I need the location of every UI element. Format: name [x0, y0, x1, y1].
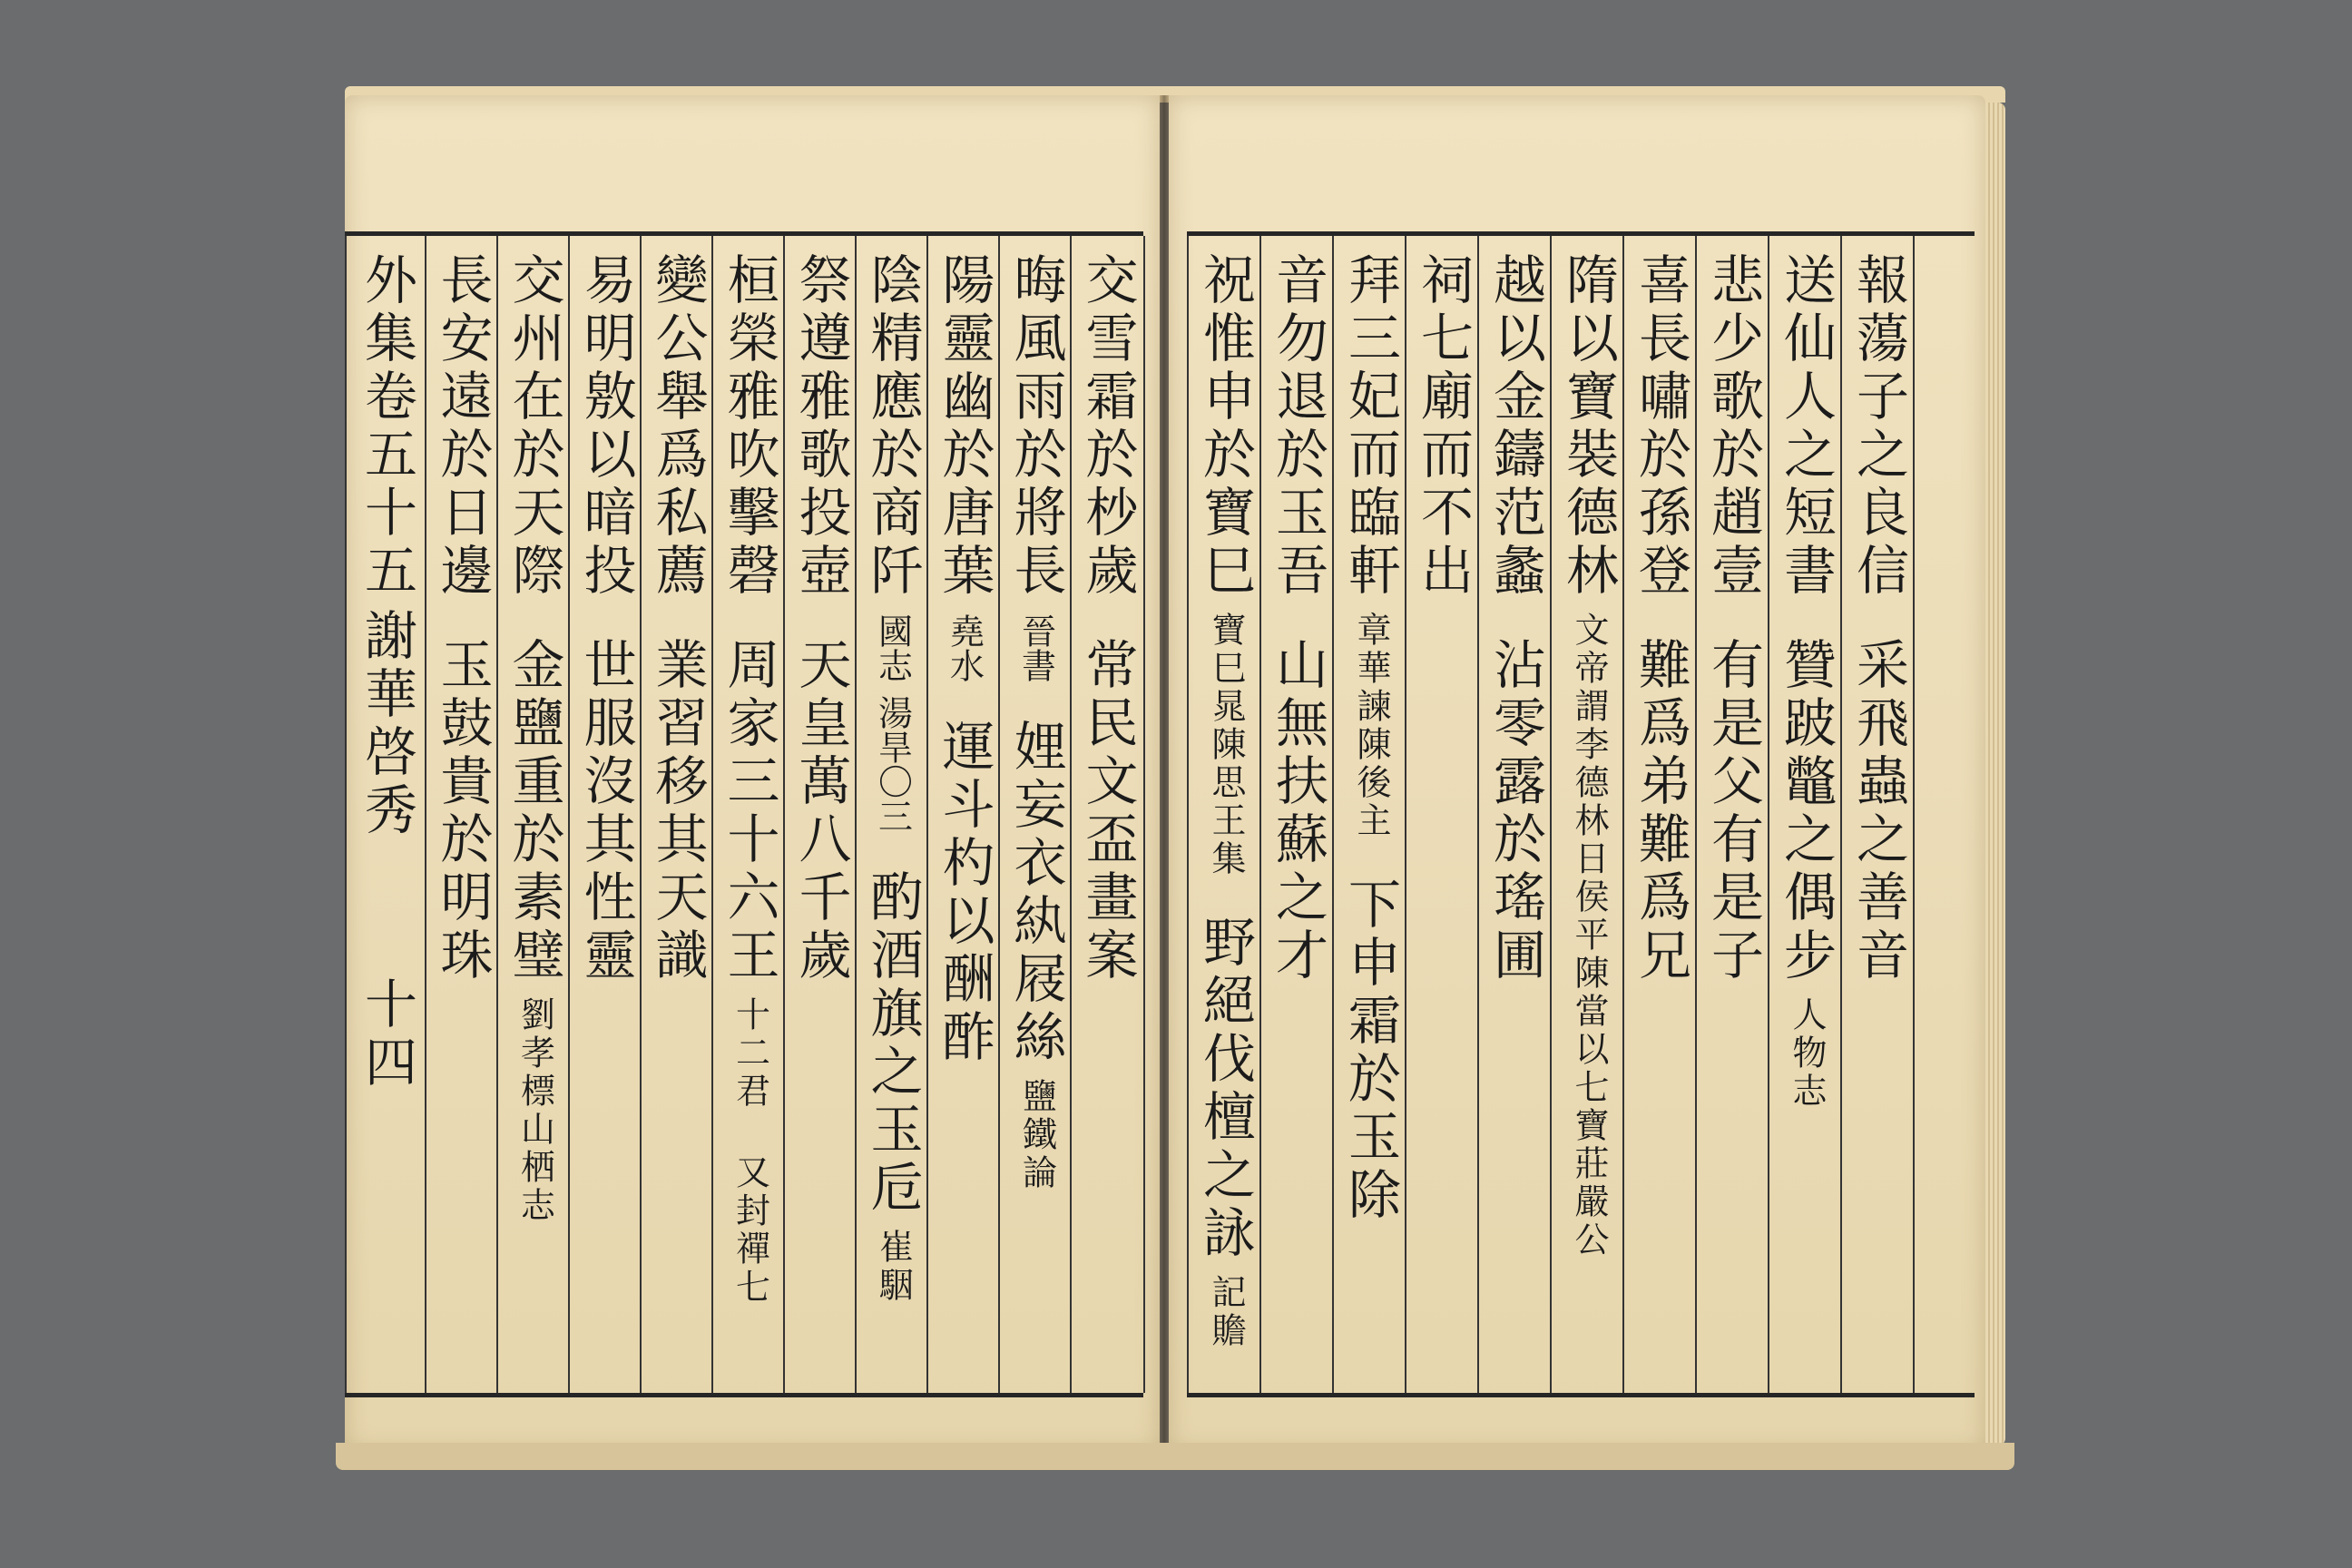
folio: 十四	[356, 976, 417, 1093]
text-column	[998, 236, 1072, 1393]
text-column	[425, 236, 498, 1393]
column-main-text-lower: 野絕伐檀之詠	[1194, 915, 1256, 1263]
text-column	[1622, 236, 1697, 1393]
column-note: 崔駰	[873, 1229, 914, 1305]
column-main-text: 送仙人之短書	[1775, 252, 1837, 601]
column-main-text: 拜三妃而臨軒	[1339, 252, 1401, 601]
book-gutter	[1160, 95, 1169, 1452]
column-main-text: 陽靈幽於唐葉	[933, 252, 995, 601]
text-column	[711, 236, 785, 1393]
text-column	[1187, 236, 1261, 1393]
column-note: 晉書	[1015, 613, 1056, 682]
book-spread	[336, 86, 2014, 1470]
column-main-text-lower: 周家三十六王	[718, 637, 780, 985]
column-main-text-lower: 沾零露於瑤圃	[1485, 637, 1546, 985]
margin-title: 外集卷五十五	[356, 252, 417, 601]
margin-subtitle: 謝華啓秀	[356, 608, 417, 840]
column-main-text: 交雪霜於杪歲	[1076, 252, 1139, 601]
text-column	[926, 236, 1000, 1393]
column-main-text: 晦風雨於將長	[1004, 252, 1067, 601]
text-column	[1477, 236, 1552, 1393]
column-main-text: 變公舉爲私薦	[646, 252, 709, 601]
left-margin-column	[345, 236, 426, 1393]
text-column	[1070, 236, 1145, 1393]
column-main-text-lower: 運斗杓以酬酢	[933, 719, 995, 1067]
text-column	[1332, 236, 1406, 1393]
column-note: 劉孝標山栖志	[514, 996, 555, 1225]
column-note: 記贍	[1205, 1274, 1246, 1350]
column-main-text: 陰精應於商阡	[861, 252, 924, 601]
column-main-text: 報蕩子之良信	[1847, 252, 1909, 601]
column-main-text-lower: 山無扶蘇之才	[1267, 637, 1328, 985]
column-note: 堯水	[944, 613, 985, 682]
column-main-text-lower: 難爲弟難爲兄	[1630, 637, 1691, 985]
column-main-text: 桓榮雅吹擊磬	[718, 252, 780, 601]
book-bottom-edge	[336, 1443, 2014, 1470]
column-note: 章華諫陳後主	[1350, 612, 1391, 840]
text-column	[1550, 236, 1624, 1393]
right-page	[1169, 95, 1985, 1452]
column-note: 國志	[872, 613, 913, 682]
column-main-text: 越以金鑄范蠡	[1485, 252, 1546, 601]
text-column	[568, 236, 642, 1393]
column-note: 十二君 又封禪七	[730, 996, 770, 1307]
column-main-text: 悲少歌於趙壹	[1702, 252, 1764, 601]
column-note: 人物志	[1786, 996, 1827, 1111]
column-main-text-lower: 有是父有是子	[1702, 637, 1764, 985]
column-main-text: 喜長嘯於孫登	[1630, 252, 1691, 601]
column-main-text: 交州在於天際	[503, 252, 565, 601]
column-main-text-lower: 天皇萬八千歲	[789, 637, 852, 985]
left-text-frame	[345, 231, 1143, 1397]
column-note: 鹽鐵論	[1016, 1078, 1057, 1192]
text-column	[783, 236, 857, 1393]
text-column	[1405, 236, 1479, 1393]
text-column	[496, 236, 570, 1393]
column-note: 寶巳晁陳思王集	[1205, 612, 1246, 878]
column-note: 文帝謂李德林日侯平陳當以七寶莊嚴公	[1568, 612, 1609, 1259]
text-column	[1259, 236, 1334, 1393]
column-main-text: 音勿退於玉吾	[1267, 252, 1328, 601]
column-main-text-lower: 玉鼓貴於明珠	[431, 637, 494, 985]
text-column	[855, 236, 928, 1393]
right-margin-column	[1913, 236, 1975, 1393]
column-main-text: 祝惟申於寶巳	[1194, 252, 1256, 601]
column-main-text: 祠七廟而不出	[1412, 252, 1474, 601]
left-page	[345, 95, 1160, 1452]
column-note: 湯旱〇三	[872, 695, 913, 833]
column-main-text-lower: 酌酒旗之玉卮	[861, 869, 924, 1218]
column-main-text: 祭遵雅歌投壺	[789, 252, 852, 601]
right-text-frame	[1187, 231, 1975, 1397]
text-column	[1695, 236, 1769, 1393]
column-main-text-lower: 常民文盃畫案	[1076, 637, 1139, 985]
column-main-text-lower: 贊跛鼈之偶步	[1775, 637, 1837, 985]
column-main-text-lower: 下申霜於玉除	[1339, 877, 1401, 1225]
column-main-text-lower: 世服沒其性靈	[574, 637, 637, 985]
column-main-text-lower: 業習移其天識	[646, 637, 709, 985]
column-main-text: 隋以寶裝德林	[1557, 252, 1619, 601]
column-main-text: 長安遠於日邊	[431, 252, 494, 601]
text-column	[1768, 236, 1842, 1393]
text-column	[1840, 236, 1915, 1393]
text-column	[640, 236, 713, 1393]
column-main-text: 易明敫以暗投	[574, 252, 637, 601]
column-main-text-lower: 娌妄衣紈屐絲	[1004, 719, 1067, 1067]
column-main-text-lower: 采飛蟲之善音	[1847, 637, 1909, 985]
column-main-text-lower: 金鹽重於素璧	[503, 637, 565, 985]
